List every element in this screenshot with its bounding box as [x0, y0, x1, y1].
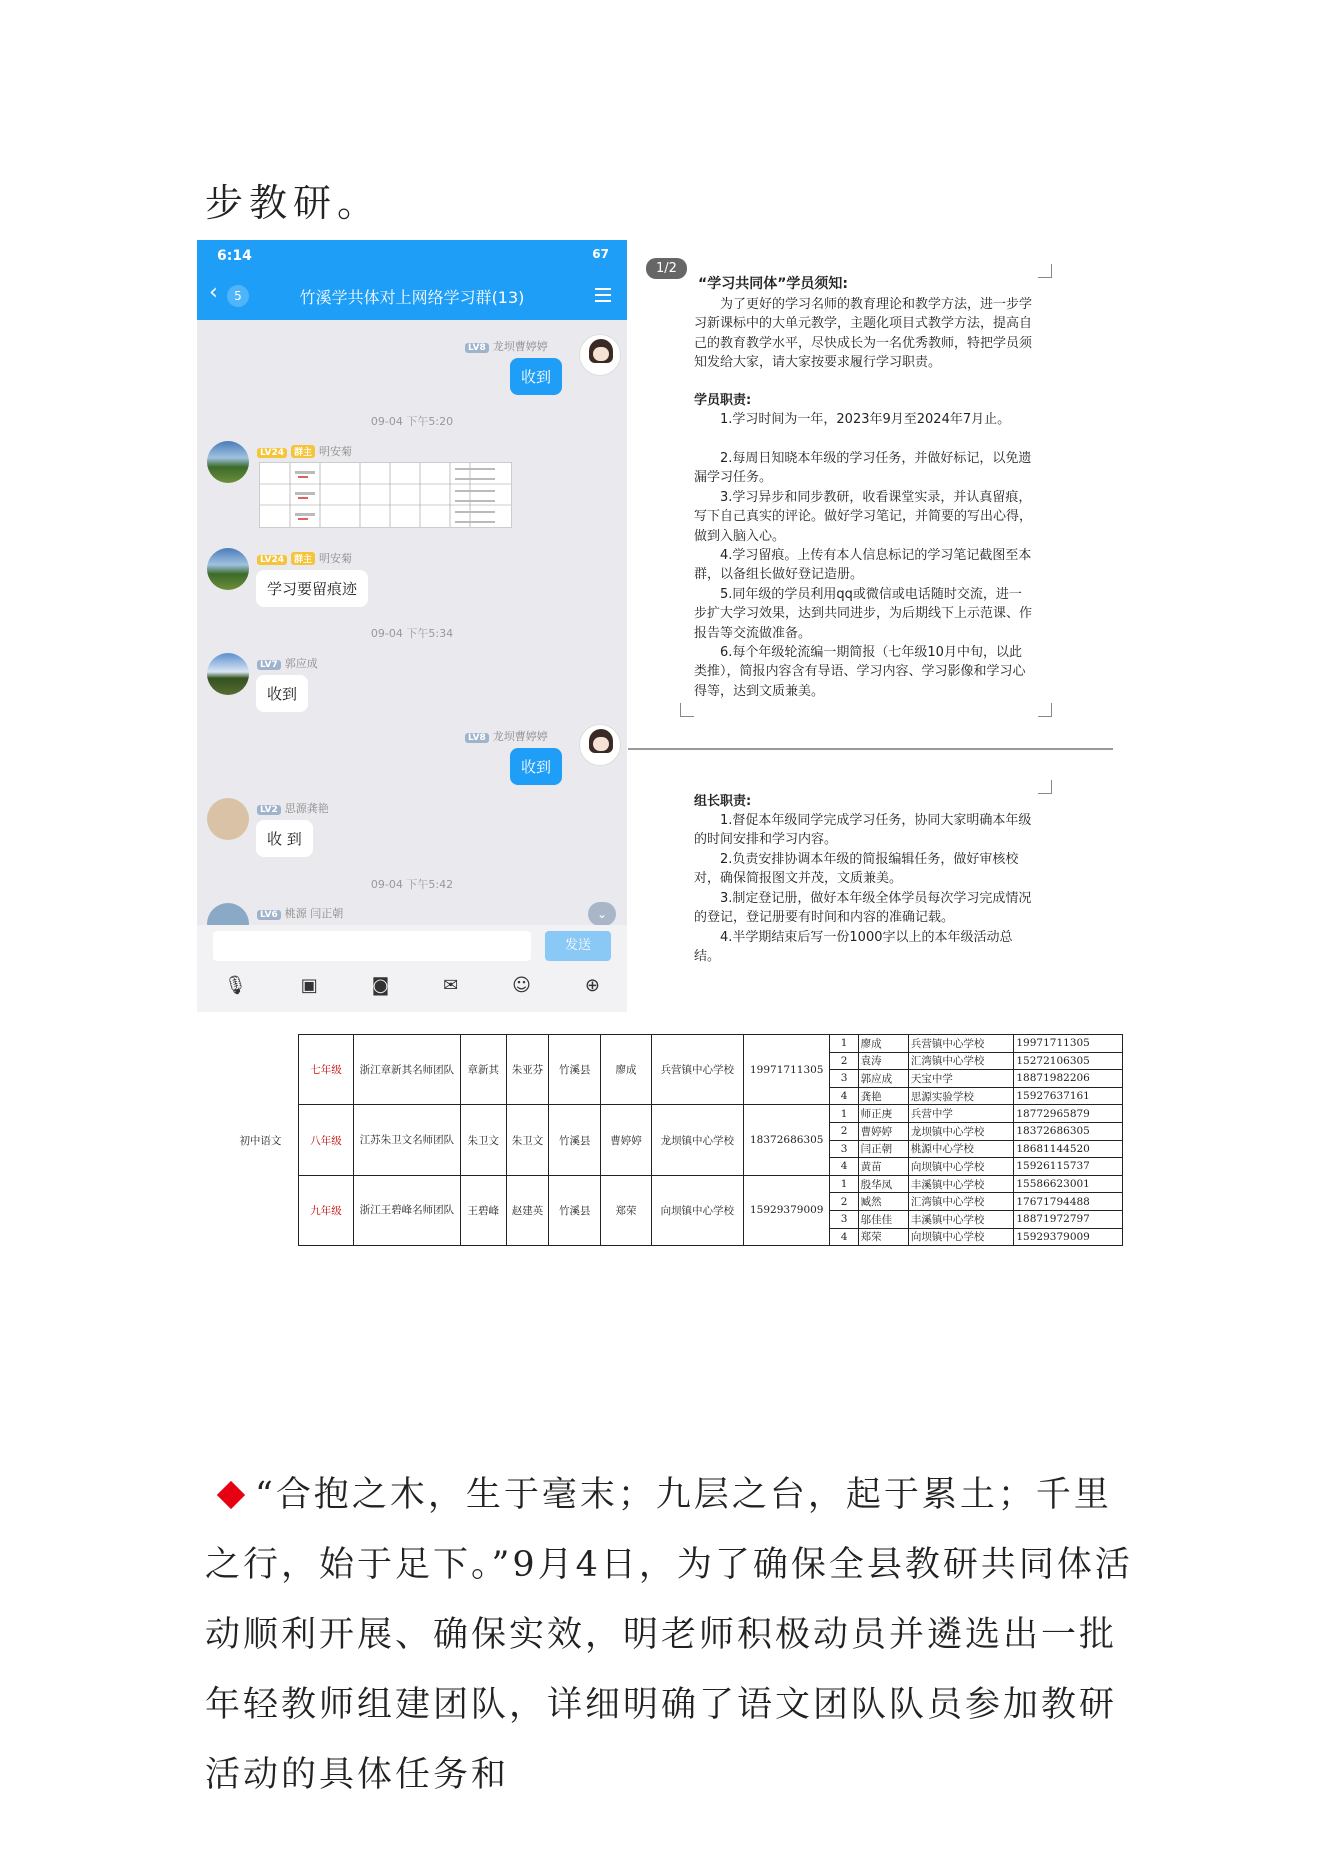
sender-name	[257, 655, 318, 671]
member-phone: 15272106305	[1014, 1052, 1123, 1070]
table-row	[223, 1035, 1123, 1053]
member-name: 廖成	[858, 1035, 908, 1053]
page-indicator: 1/2	[646, 258, 687, 279]
input-toolbar	[197, 975, 627, 996]
message-input[interactable]	[213, 931, 531, 961]
chat-title-bar	[197, 270, 627, 320]
county-cell: 竹溪县	[549, 1175, 601, 1245]
leader-cell: 章新其	[460, 1035, 506, 1105]
send-button[interactable]: 发送	[545, 931, 611, 961]
member-school: 天宝中学	[908, 1070, 1014, 1088]
page-break-line	[628, 748, 1113, 750]
phone-cell: 18372686305	[744, 1105, 830, 1175]
page-corner-mark	[680, 703, 694, 717]
member-school: 向坝镇中心学校	[908, 1158, 1014, 1176]
member-name: 郭应成	[858, 1070, 908, 1088]
head-cell: 郑荣	[601, 1175, 651, 1245]
member-name: 曹婷婷	[858, 1122, 908, 1140]
member-school: 丰溪镇中心学校	[908, 1175, 1014, 1193]
red-packet-icon[interactable]: ✉	[443, 975, 459, 996]
duty-item: 5.同年级的学员利用qq或微信或电话随时交流，进一步扩大学习效果，达到共同进步，为后期线下上示范课、作报告等交流做准备。	[694, 587, 1033, 641]
level-badge: LV24	[257, 448, 287, 458]
status-bar	[197, 240, 627, 270]
member-school: 丰溪镇中心学校	[908, 1210, 1014, 1228]
sender-name-text: 明安菊	[319, 445, 353, 458]
section-heading: 学员职责:	[694, 393, 752, 408]
member-name: 袁涛	[858, 1052, 908, 1070]
leader-duty-item: 2.负责安排协调本年级的简报编辑任务，做好审核校对，确保简报图文并茂，文质兼美。	[694, 852, 1019, 887]
assistant-cell: 朱卫文	[506, 1105, 548, 1175]
level-badge: LV7	[257, 660, 281, 670]
duty-item: 1.学习时间为一年，2023年9月至2024年7月止。	[720, 412, 1011, 427]
member-no: 1	[830, 1105, 858, 1123]
message-bubble[interactable]: 学习要留痕迹	[256, 570, 368, 607]
message-bubble[interactable]: 收到	[510, 748, 562, 785]
member-name: 龚艳	[858, 1087, 908, 1105]
phone-cell: 15929379009	[744, 1175, 830, 1245]
body-paragraph-text: “合抱之木，生于毫末；九层之台，起于累土；千里之行，始于足下。”9月4日，为了确保全县教研共同体活动顺利开展、确保实效，明老师积极动员并遴选出一批年轻教师组建团队，详细明确了语文团队队员参加教研活动的具体任务和	[205, 1475, 1133, 1795]
member-no: 4	[830, 1087, 858, 1105]
owner-badge: 群主	[291, 552, 315, 565]
duty-item: 4.学习留痕。上传有本人信息标记的学习笔记截图至本群，以备组长做好登记造册。	[694, 548, 1032, 583]
member-phone: 18372686305	[1014, 1122, 1123, 1140]
intro-text-line: 步教研。	[205, 181, 382, 225]
duty-item: 6.每个年级轮流编一期简报（七年级10月中旬，以此类推），简报内容含有导语、学习内容、学习影像和学习心得等，达到文质兼美。	[694, 645, 1026, 699]
leader-cell: 王碧峰	[460, 1175, 506, 1245]
battery-level: 67	[592, 247, 609, 261]
menu-icon[interactable]	[595, 288, 611, 302]
team-roster-table	[223, 1034, 1123, 1248]
member-no: 3	[830, 1070, 858, 1088]
member-no: 2	[830, 1052, 858, 1070]
member-phone: 19971711305	[1014, 1035, 1123, 1053]
member-no: 3	[830, 1140, 858, 1158]
scroll-down-icon[interactable]: ⌄	[588, 902, 616, 926]
member-phone: 15926115737	[1014, 1158, 1123, 1176]
head-cell: 曹婷婷	[601, 1105, 651, 1175]
page-corner-mark	[1038, 264, 1052, 278]
level-badge: LV8	[465, 733, 489, 743]
emoji-icon[interactable]: ☺	[512, 975, 531, 996]
plus-icon[interactable]: ⊕	[584, 975, 600, 996]
sender-name-text: 桃源 闫正朝	[284, 907, 344, 920]
sender-name	[465, 728, 548, 744]
avatar[interactable]	[579, 334, 621, 376]
member-school: 龙坝镇中心学校	[908, 1122, 1014, 1140]
level-badge: LV6	[257, 910, 281, 920]
member-name: 郑荣	[858, 1228, 908, 1246]
school-cell: 兵营镇中心学校	[651, 1035, 743, 1105]
chat-title: 竹溪学共体对上网络学习群(13)	[299, 288, 525, 307]
member-no: 4	[830, 1228, 858, 1246]
leader-duty-item: 4.半学期结束后写一份1000字以上的本年级活动总结。	[694, 930, 1013, 965]
section-heading: 组长职责:	[694, 794, 752, 809]
timestamp: 09-04 下午5:42	[370, 878, 454, 891]
back-arrow-icon[interactable]: ‹	[209, 280, 218, 305]
doc-title: “学习共同体”学员须知:	[698, 276, 849, 292]
chat-screenshot	[197, 240, 627, 1012]
doc-intro: 为了更好的学习名师的教育理论和教学方法，进一步学习新课标中的大单元教学，主题化项目式教学方法，提高自己的教育教学水平，尽快成长为一名优秀教师，特把学员须知发给大家，请大家按要求履行学习职责。	[694, 297, 1033, 370]
team-cell: 浙江王碧峰名师团队	[354, 1175, 461, 1245]
sender-name-text: 明安菊	[319, 552, 353, 565]
grade-cell: 七年级	[298, 1035, 353, 1105]
mic-icon[interactable]: 🎙	[223, 975, 247, 996]
team-cell: 江苏朱卫文名师团队	[354, 1105, 461, 1175]
member-school: 向坝镇中心学校	[908, 1228, 1014, 1246]
timestamp: 09-04 下午5:20	[370, 415, 454, 428]
head-cell: 廖成	[601, 1035, 651, 1105]
table-row	[223, 1105, 1123, 1123]
sender-name-text: 龙坝曹婷婷	[492, 340, 548, 353]
status-time: 6:14	[217, 248, 252, 264]
page-corner-mark	[1038, 703, 1052, 717]
image-message-thumbnail[interactable]	[259, 462, 512, 528]
leader-duty-item: 1.督促本年级同学完成学习任务，协同大家明确本年级的时间安排和学习内容。	[694, 813, 1032, 848]
grade-cell: 八年级	[298, 1105, 353, 1175]
member-school: 汇湾镇中心学校	[908, 1052, 1014, 1070]
body-paragraph	[205, 1460, 1135, 1810]
sender-name	[257, 905, 343, 921]
unread-count-badge: 5	[227, 285, 249, 307]
member-no: 3	[830, 1210, 858, 1228]
member-school: 兵营镇中心学校	[908, 1035, 1014, 1053]
timestamp: 09-04 下午5:34	[370, 627, 454, 640]
phone-cell: 19971711305	[744, 1035, 830, 1105]
message-bubble[interactable]: 收 到	[256, 820, 313, 857]
member-name: 师正庚	[858, 1105, 908, 1123]
message-bubble[interactable]: 收到	[256, 675, 308, 712]
member-name: 臧然	[858, 1193, 908, 1211]
duty-item: 2.每周日知晓本年级的学习任务，并做好标记，以免遗漏学习任务。	[694, 451, 1032, 486]
member-no: 2	[830, 1122, 858, 1140]
duty-item: 3.学习异步和同步教研，收看课堂实录，并认真留痕，写下自己真实的评论。做好学习笔记，并简要的写出心得，做到入脑入心。	[694, 490, 1033, 544]
level-badge: LV2	[257, 805, 281, 815]
camera-icon[interactable]: ◙	[371, 975, 390, 996]
avatar[interactable]	[207, 798, 249, 840]
county-cell: 竹溪县	[549, 1105, 601, 1175]
school-cell: 向坝镇中心学校	[651, 1175, 743, 1245]
member-no: 1	[830, 1175, 858, 1193]
avatar[interactable]	[207, 548, 249, 590]
member-no: 1	[830, 1035, 858, 1053]
member-name: 殷华凤	[858, 1175, 908, 1193]
assistant-cell: 朱亚芬	[506, 1035, 548, 1105]
member-phone: 15927637161	[1014, 1087, 1123, 1105]
member-name: 邬佳佳	[858, 1210, 908, 1228]
notice-document	[628, 250, 1118, 990]
member-name: 闫正朝	[858, 1140, 908, 1158]
county-cell: 竹溪县	[549, 1035, 601, 1105]
table-thumbnail-icon	[260, 463, 511, 527]
sender-name	[257, 550, 352, 566]
avatar[interactable]	[207, 653, 249, 695]
member-phone: 15929379009	[1014, 1228, 1123, 1246]
assistant-cell: 赵建英	[506, 1175, 548, 1245]
sender-name-text: 郭应成	[284, 657, 318, 670]
sender-name	[257, 800, 329, 816]
sender-name	[465, 338, 548, 354]
page-corner-mark	[1038, 780, 1052, 794]
member-school: 思源实验学校	[908, 1087, 1014, 1105]
leader-cell: 朱卫文	[460, 1105, 506, 1175]
member-phone: 17671794488	[1014, 1193, 1123, 1211]
image-icon[interactable]: ▣	[300, 975, 318, 996]
member-no: 4	[830, 1158, 858, 1176]
member-school: 汇湾镇中心学校	[908, 1193, 1014, 1211]
leader-duty-item: 3.制定登记册，做好本年级全体学员每次学习完成情况的登记，登记册要有时间和内容的准确记载。	[694, 891, 1032, 926]
grade-cell: 九年级	[298, 1175, 353, 1245]
sender-name	[257, 443, 352, 459]
diamond-bullet-icon	[217, 1480, 245, 1508]
member-no: 2	[830, 1193, 858, 1211]
avatar[interactable]	[207, 441, 249, 483]
level-badge: LV8	[465, 343, 489, 353]
sender-name-text: 思源龚艳	[284, 802, 329, 815]
school-cell: 龙坝镇中心学校	[651, 1105, 743, 1175]
owner-badge: 群主	[291, 445, 315, 458]
message-bubble[interactable]: 收到	[510, 358, 562, 395]
member-phone: 15586623001	[1014, 1175, 1123, 1193]
member-phone: 18681144520	[1014, 1140, 1123, 1158]
member-phone: 18871972797	[1014, 1210, 1123, 1228]
sender-name-text: 龙坝曹婷婷	[492, 730, 548, 743]
table-row	[223, 1175, 1123, 1193]
level-badge: LV24	[257, 555, 287, 565]
member-phone: 18772965879	[1014, 1105, 1123, 1123]
member-phone: 18871982206	[1014, 1070, 1123, 1088]
team-cell: 浙江章新其名师团队	[354, 1035, 461, 1105]
subject-cell: 初中语文	[223, 1035, 298, 1246]
avatar[interactable]	[579, 724, 621, 766]
member-name: 黄苗	[858, 1158, 908, 1176]
member-school: 桃源中心学校	[908, 1140, 1014, 1158]
input-bar	[197, 925, 627, 1012]
member-school: 兵营中学	[908, 1105, 1014, 1123]
